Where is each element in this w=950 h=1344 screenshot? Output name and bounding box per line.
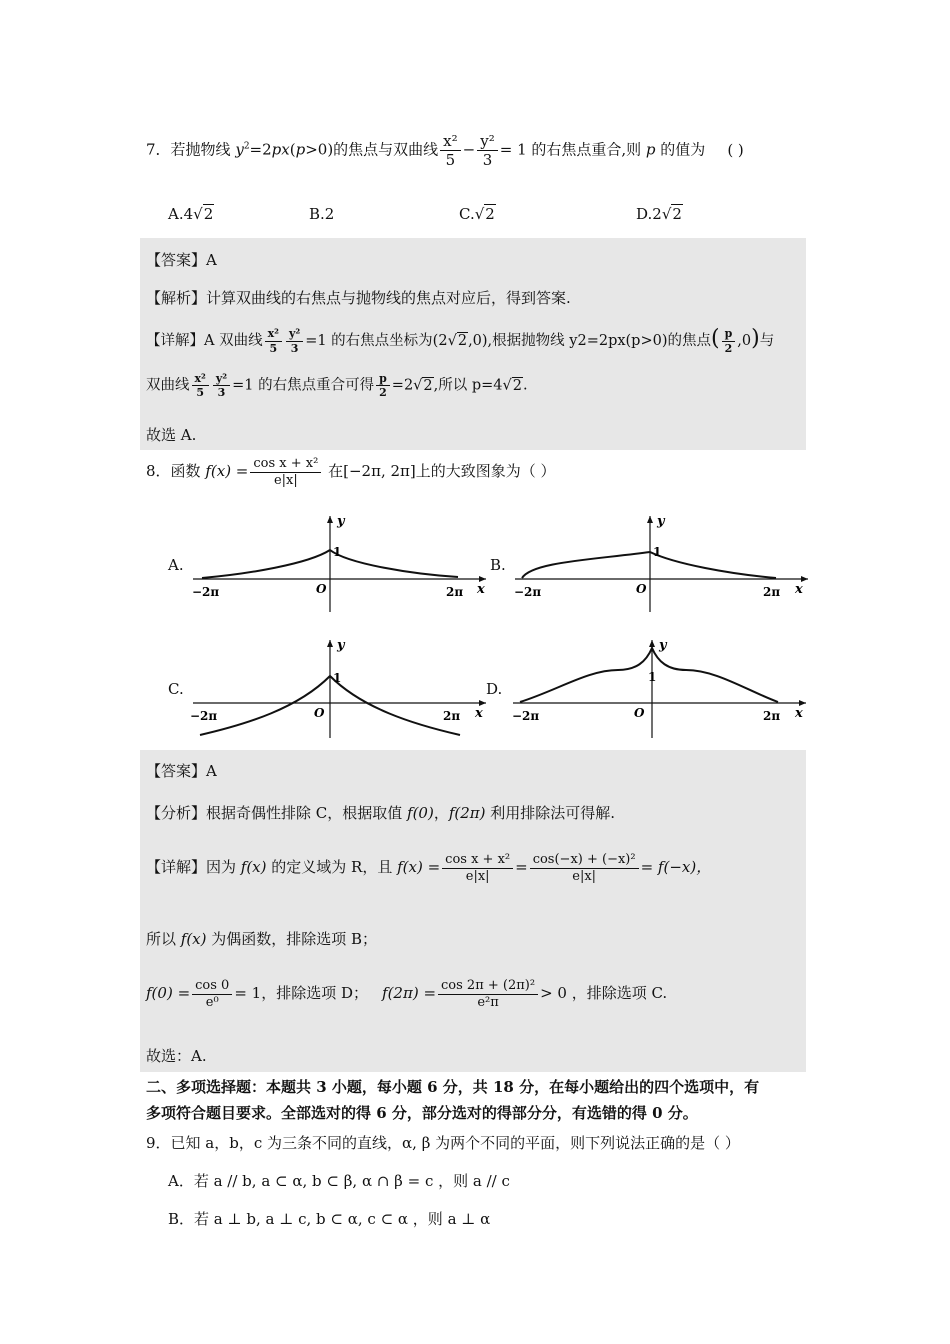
section2-line1: 二、多项选择题：本题共 3 小题，每小题 6 分，共 18 分，在每小题给出的四个选项中，有 xyxy=(146,1078,760,1096)
section2-line2: 多项符合题目要求。全部选对的得 6 分，部分选对的得部分分，有选错的得 0 分。 xyxy=(146,1104,698,1122)
q8-stem: 8．函数 f(x) = $\frac{\text{cos x + x²}}{e|x|}$ 在[−2π, 2π]上的大致图象为（ ） xyxy=(146,456,556,488)
q7-stem: 7．若抛物线 $y^2=2px(p>0)$的焦点与双曲线 $\frac{\text{x²}}{5}$ − $\frac{\text{y²}}{3}$ = 1 的右焦点重合,则 p 的值为 ( ) xyxy=(146,132,744,169)
graph-d xyxy=(508,636,810,740)
graph-a-origin: O xyxy=(316,582,327,596)
q7-frac-x: $\frac{\text{x²}}{5}$ xyxy=(440,132,460,169)
q7-analysis: 【解析】计算双曲线的右焦点与抛物线的焦点对应后，得到答案. xyxy=(146,289,571,307)
graph-c-neg: −2π xyxy=(190,709,218,723)
graph-c-y-label: y xyxy=(337,638,345,653)
graph-d-neg: −2π xyxy=(512,709,540,723)
graph-c-one: 1 xyxy=(333,671,342,685)
q7-answer: 【答案】A xyxy=(146,251,217,269)
graph-b-pos: 2π xyxy=(763,585,781,599)
q8-even: 所以 f(x) 为偶函数，排除选项 B； xyxy=(146,930,378,948)
q7-conclusion: 故选 A. xyxy=(146,426,197,444)
graph-b-one: 1 xyxy=(653,545,662,559)
graph-a-pos: 2π xyxy=(446,585,464,599)
graph-b-curve xyxy=(522,552,776,578)
graph-b-x-label: x xyxy=(795,582,803,597)
q9-option-b: B．若 a ⊥ b, a ⊥ c, b ⊂ α, c ⊂ α ，则 a ⊥ α xyxy=(168,1210,491,1228)
graph-b-label: B. xyxy=(490,556,506,574)
graph-c-label: C. xyxy=(168,680,184,698)
graph-b-neg: −2π xyxy=(514,585,542,599)
graph-c-origin: O xyxy=(314,706,325,720)
graph-a xyxy=(188,512,488,614)
graph-d-y-label: y xyxy=(659,638,667,653)
graph-a-label: A. xyxy=(168,556,184,574)
graph-b-origin: O xyxy=(636,582,647,596)
q8-analysis: 【分析】根据奇偶性排除 C，根据取值 f(0)，f(2π) 利用排除法可得解. xyxy=(146,804,616,822)
q8-conclusion: 故选：A. xyxy=(146,1047,207,1065)
graph-d-one: 1 xyxy=(648,670,657,684)
graph-c xyxy=(188,636,488,740)
q8-answer: 【答案】A xyxy=(146,762,217,780)
graph-b xyxy=(510,512,810,614)
q8-calc: f(0) = $\frac{\cos 0}{\text{e⁰}}$ = 1，排除选项 D； f(2π) = $\frac{\text{cos 2π + (2π)²}}{\text{e²π}}$ > 0 ，排除选项 C. xyxy=(146,978,668,1010)
q7-detail-line1: 【详解】A 双曲线 $\frac{\text{x²}}{5}$ $\frac{\text{y²}}{3}$ =1 的右焦点坐标为(2√2,0),根据抛物线 y2=2px(p>0)的焦点( $\frac{p}{2}$ ,0)与 xyxy=(146,326,775,355)
q7-option-b: B.2 xyxy=(309,205,335,223)
graph-d-x-label: x xyxy=(795,706,803,721)
q8-solution-box xyxy=(140,750,806,1072)
graph-a-one: 1 xyxy=(333,545,342,559)
q7-frac-y: $\frac{\text{y²}}{3}$ xyxy=(477,132,498,169)
q9-option-a: A．若 a // b, a ⊂ α, b ⊂ β, α ∩ β = c ，则 a // c xyxy=(168,1172,510,1190)
q8-detail: 【详解】因为 f(x) 的定义域为 R，且 f(x) = $\frac{\text{cos x + x²}}{e|x|}$ = $\frac{\text{cos(−x) + (−x)²}}{e|x|}$ = f(−x)， xyxy=(146,852,712,884)
graph-c-x-label: x xyxy=(475,706,483,721)
graph-b-y-label: y xyxy=(657,514,665,529)
graph-d-origin: O xyxy=(634,706,645,720)
graph-d-pos: 2π xyxy=(763,709,781,723)
q7-detail-line2: 双曲线 $\frac{\text{x²}}{5}$ $\frac{\text{y²}}{3}$ =1 的右焦点重合可得 $\frac{p}{2}$ =2√2,所以 p=4√2. xyxy=(146,372,528,400)
q7-option-a: A.4√2 xyxy=(168,205,214,223)
q7-option-d: D.2√2 xyxy=(636,205,682,223)
graph-a-y-label: y xyxy=(337,514,345,529)
graph-a-x-label: x xyxy=(477,582,485,597)
graph-a-neg: −2π xyxy=(192,585,220,599)
graph-d-label: D. xyxy=(486,680,503,698)
q7-option-c: C.√2 xyxy=(459,205,495,223)
q9-stem: 9．已知 a，b，c 为三条不同的直线，α, β 为两个不同的平面，则下列说法正确的是（ ） xyxy=(146,1134,740,1152)
graph-c-pos: 2π xyxy=(443,709,461,723)
